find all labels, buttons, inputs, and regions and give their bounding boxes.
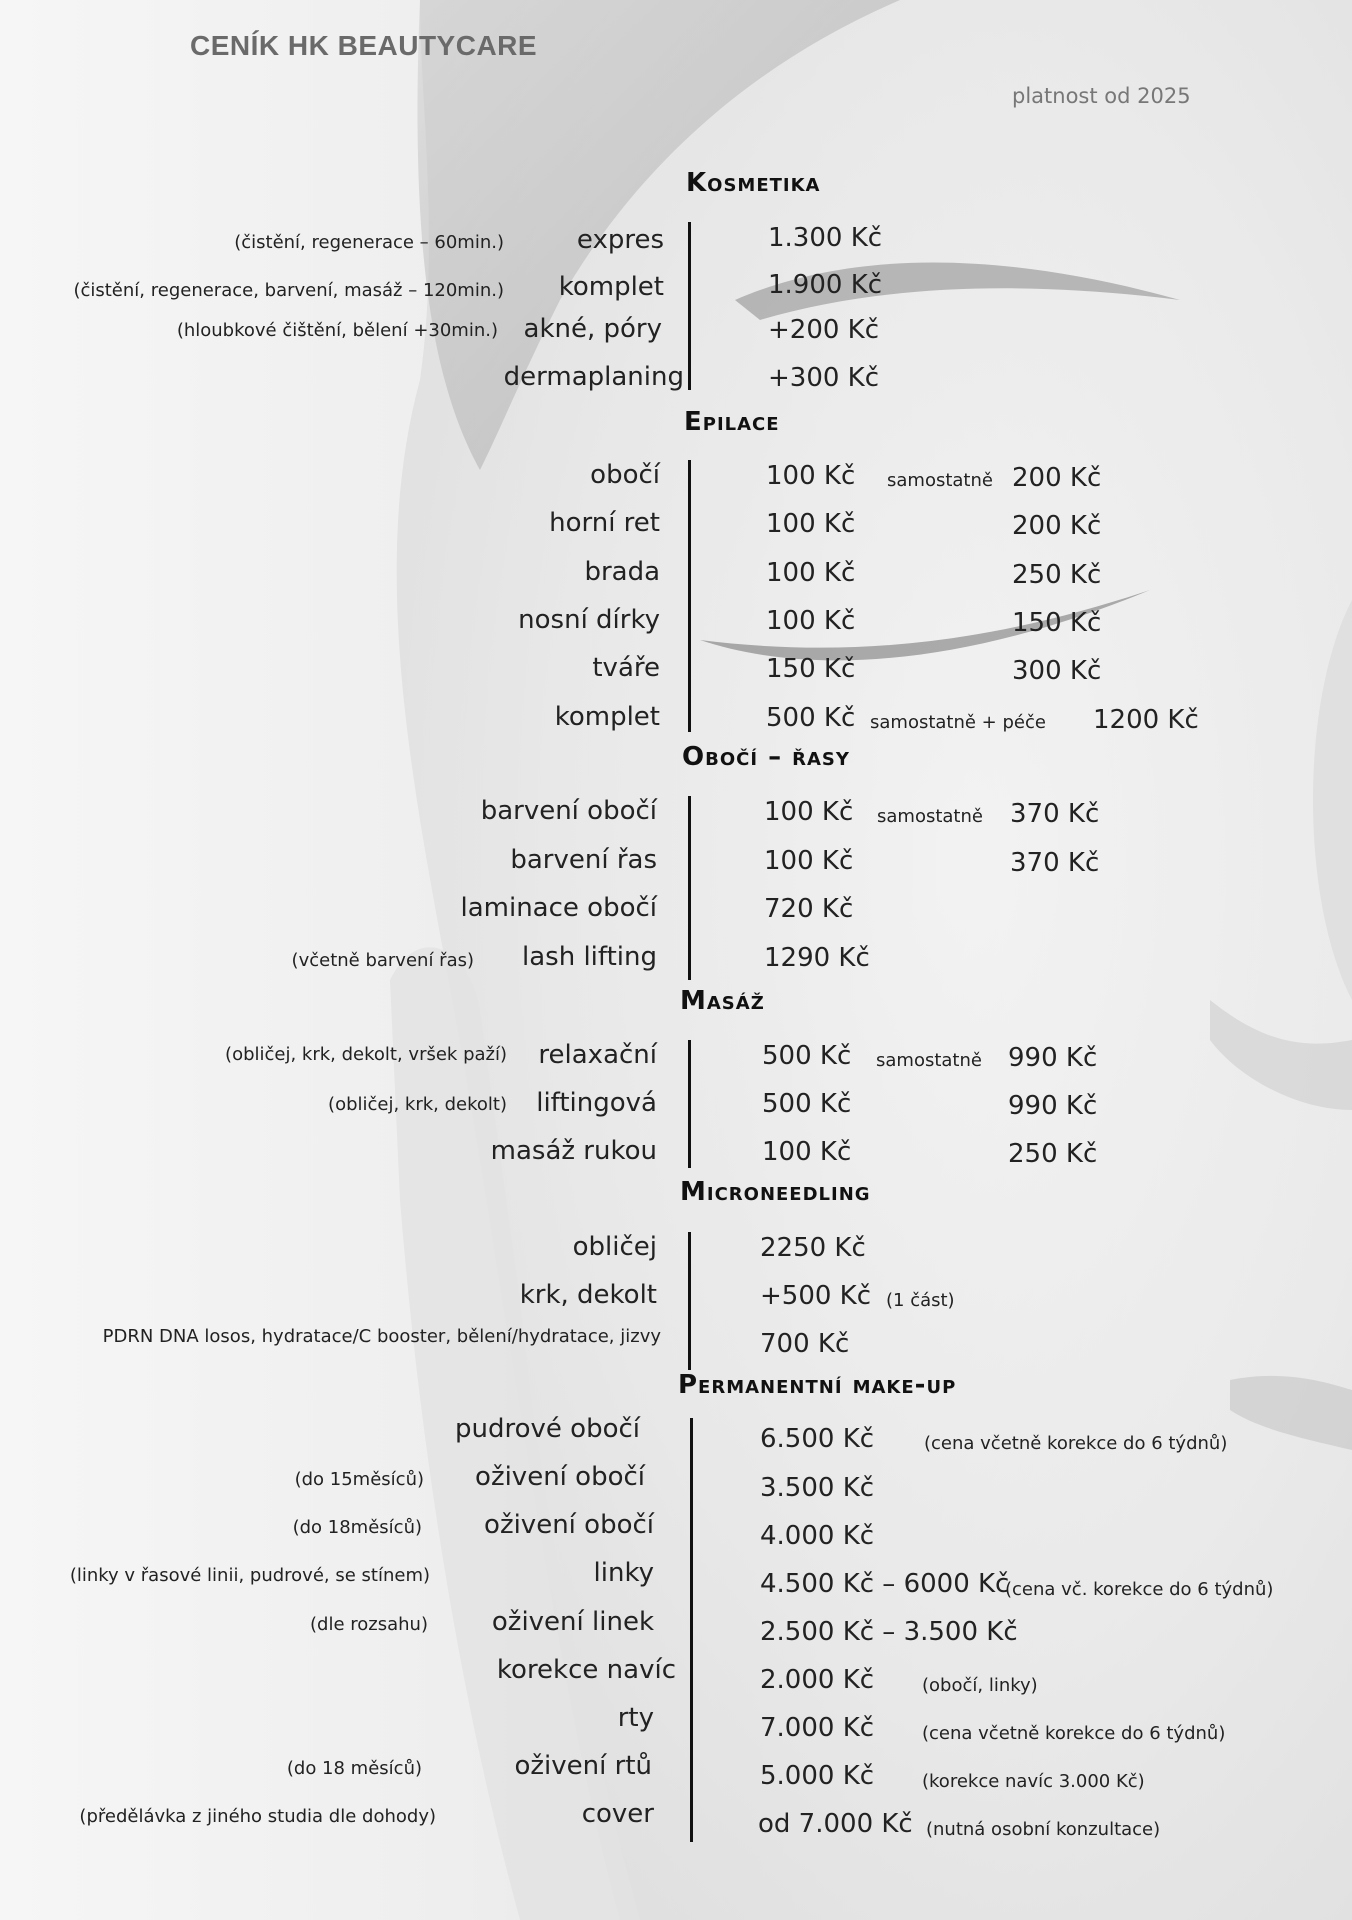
- service-price: 100 Kč: [764, 846, 854, 876]
- service-name: krk, dekolt: [519, 1280, 657, 1310]
- service-price-standalone: 370 Kč: [1010, 799, 1100, 829]
- price-label: (cena vč. korekce do 6 týdnů): [1005, 1579, 1274, 1600]
- service-name: nosní dírky: [518, 605, 660, 635]
- service-price: 500 Kč: [762, 1041, 852, 1071]
- price-label: samostatně: [887, 470, 993, 491]
- price-label: (obočí, linky): [922, 1675, 1038, 1696]
- service-name: horní ret: [549, 508, 660, 538]
- service-price: 6.500 Kč: [760, 1424, 875, 1454]
- service-price: 100 Kč: [766, 461, 856, 491]
- service-price-standalone: 250 Kč: [1008, 1139, 1098, 1169]
- section-divider: [688, 222, 691, 390]
- section-divider: [690, 1418, 693, 1842]
- service-price-standalone: 1200 Kč: [1093, 705, 1199, 735]
- service-price-standalone: 300 Kč: [1012, 656, 1102, 686]
- price-label: samostatně: [877, 806, 983, 827]
- service-price: 100 Kč: [766, 509, 856, 539]
- service-name: cover: [581, 1799, 654, 1829]
- service-name: tváře: [592, 653, 660, 683]
- service-price: 5.000 Kč: [760, 1761, 875, 1791]
- service-name: obličej: [572, 1232, 657, 1262]
- price-label: (nutná osobní konzultace): [926, 1819, 1161, 1840]
- service-name: laminace obočí: [460, 893, 657, 923]
- price-label: (cena včetně korekce do 6 týdnů): [924, 1433, 1228, 1454]
- service-price: od 7.000 Kč: [758, 1809, 913, 1839]
- service-price-standalone: 370 Kč: [1010, 848, 1100, 878]
- row-note: (do 18 měsíců): [286, 1758, 422, 1779]
- page-title: CENÍK HK BEAUTYCARE: [190, 30, 538, 61]
- service-name: expres: [576, 225, 664, 255]
- service-price-standalone: 200 Kč: [1012, 511, 1102, 541]
- price-label: (korekce navíc 3.000 Kč): [922, 1771, 1145, 1792]
- service-price: 500 Kč: [762, 1089, 852, 1119]
- service-name: relaxační: [538, 1040, 657, 1070]
- row-note: (čistění, regenerace – 60min.): [234, 232, 504, 253]
- service-price-standalone: 990 Kč: [1008, 1043, 1098, 1073]
- service-price-standalone: 200 Kč: [1012, 463, 1102, 493]
- service-price: 2.500 Kč – 3.500 Kč: [760, 1617, 1018, 1647]
- row-note: (do 18měsíců): [292, 1517, 422, 1538]
- section-divider: [688, 1040, 691, 1168]
- service-name: linky: [593, 1558, 654, 1588]
- service-price-standalone: 150 Kč: [1012, 608, 1102, 638]
- service-price: 2.000 Kč: [760, 1665, 875, 1695]
- service-price: +300 Kč: [768, 363, 880, 393]
- service-name: komplet: [554, 702, 660, 732]
- service-price: 1290 Kč: [764, 943, 870, 973]
- service-name: rty: [617, 1703, 654, 1733]
- service-name: korekce navíc: [496, 1655, 676, 1685]
- service-price-standalone: 990 Kč: [1008, 1091, 1098, 1121]
- section-divider: [688, 460, 691, 732]
- section-title-oboci-rasy: Obočí – řasy: [682, 742, 850, 772]
- price-label: (1 část): [886, 1290, 955, 1311]
- row-note: (dle rozsahu): [310, 1614, 428, 1635]
- service-name: oživení linek: [491, 1607, 654, 1637]
- row-note: (linky v řasové linii, pudrové, se stínem): [69, 1565, 430, 1586]
- row-note: (včetně barvení řas): [291, 950, 474, 971]
- service-price: +200 Kč: [768, 315, 880, 345]
- service-price: 100 Kč: [766, 558, 856, 588]
- service-name: brada: [584, 557, 660, 587]
- service-name: lash lifting: [522, 942, 657, 972]
- service-price: 4.000 Kč: [760, 1521, 875, 1551]
- section-divider: [688, 1232, 691, 1370]
- service-price: 3.500 Kč: [760, 1473, 875, 1503]
- service-price: 150 Kč: [766, 654, 856, 684]
- service-name: liftingová: [536, 1088, 657, 1118]
- row-note: (obličej, krk, dekolt, vršek paží): [225, 1044, 507, 1065]
- service-price: 100 Kč: [766, 606, 856, 636]
- row-note: PDRN DNA losos, hydratace/C booster, bělení/hydratace, jizvy: [102, 1326, 661, 1347]
- service-name: oživení rtů: [514, 1751, 652, 1781]
- service-name: pudrové obočí: [455, 1414, 640, 1444]
- row-note: (hloubkové čištění, bělení +30min.): [176, 320, 498, 341]
- service-price: 100 Kč: [762, 1137, 852, 1167]
- row-note: (předělávka z jiného studia dle dohody): [79, 1806, 436, 1827]
- service-price: 700 Kč: [760, 1329, 850, 1359]
- service-price: 4.500 Kč – 6000 Kč: [760, 1569, 1010, 1599]
- service-name: masáž rukou: [490, 1136, 657, 1166]
- service-price-standalone: 250 Kč: [1012, 560, 1102, 590]
- service-price: 1.900 Kč: [768, 270, 883, 300]
- service-price: 2250 Kč: [760, 1233, 866, 1263]
- service-price: 500 Kč: [766, 703, 856, 733]
- service-name: barvení obočí: [480, 796, 657, 826]
- service-price: 7.000 Kč: [760, 1713, 875, 1743]
- service-name: oživení obočí: [475, 1462, 645, 1492]
- section-divider: [688, 796, 691, 980]
- section-title-microneedling: Microneedling: [680, 1177, 871, 1207]
- section-title-masaz: Masáž: [680, 986, 765, 1016]
- price-label: (cena včetně korekce do 6 týdnů): [922, 1723, 1226, 1744]
- service-name: komplet: [558, 272, 664, 302]
- service-name: obočí: [590, 460, 660, 490]
- service-price: 720 Kč: [764, 894, 854, 924]
- price-label: samostatně + péče: [870, 712, 1046, 733]
- service-price: 1.300 Kč: [768, 223, 883, 253]
- price-label: samostatně: [876, 1050, 982, 1071]
- validity-date: platnost od 2025: [1012, 84, 1191, 108]
- row-note: (čistění, regenerace, barvení, masáž – 120min.): [73, 280, 504, 301]
- service-name: oživení obočí: [484, 1510, 654, 1540]
- section-title-kosmetika: Kosmetika: [686, 168, 821, 198]
- section-title-permanent-makeup: Permanentní make-up: [678, 1370, 957, 1400]
- service-name: dermaplaning: [503, 362, 684, 392]
- service-name: barvení řas: [510, 845, 657, 875]
- service-price: +500 Kč: [760, 1281, 872, 1311]
- service-price: 100 Kč: [764, 797, 854, 827]
- service-name: akné, póry: [523, 314, 662, 344]
- section-title-epilace: Epilace: [684, 407, 780, 437]
- row-note: (obličej, krk, dekolt): [328, 1094, 507, 1115]
- row-note: (do 15měsíců): [294, 1469, 424, 1490]
